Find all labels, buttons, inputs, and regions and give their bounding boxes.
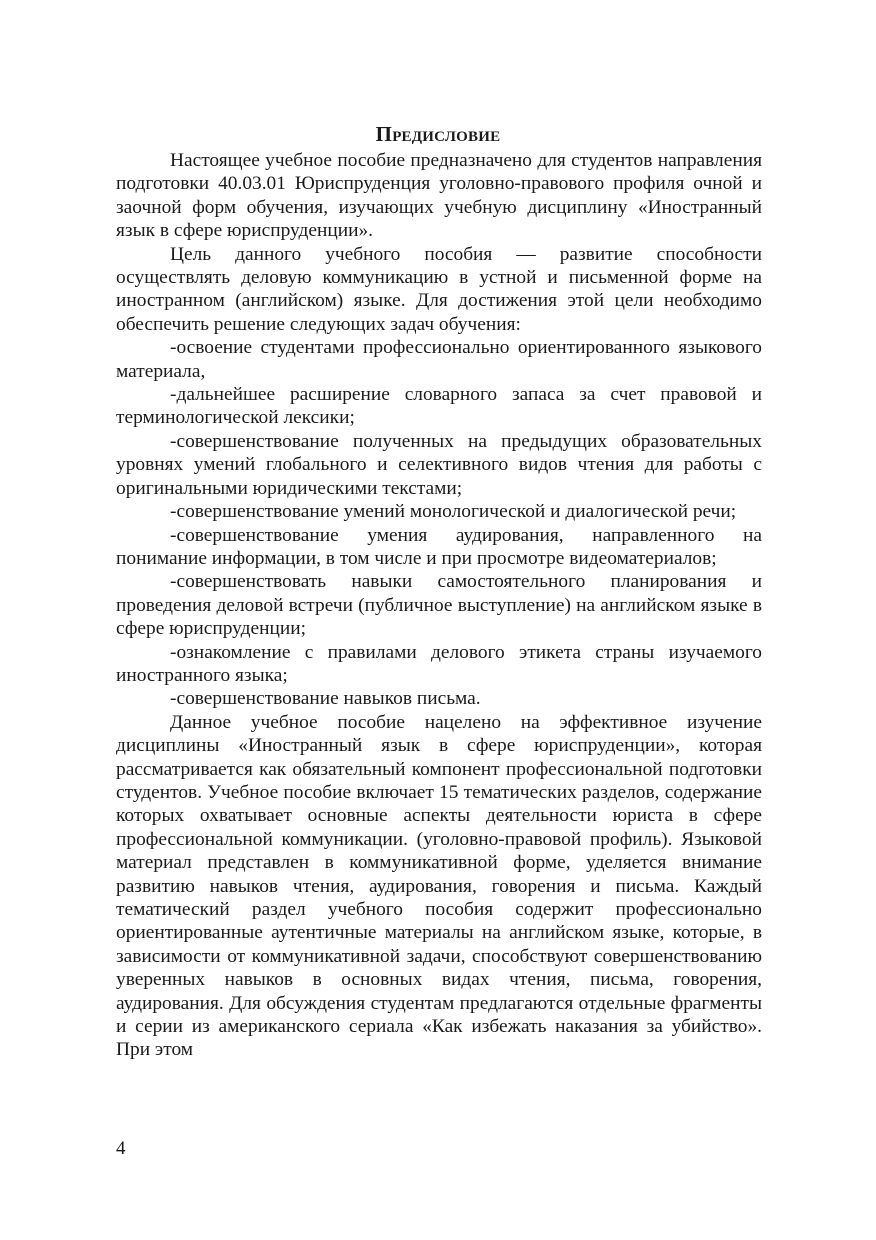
list-item-task: -совершенствование полученных на предыдущих образовательных уровнях умений глобального и селективного видов чтения для работы с оригинальными юридическими текстами; [116, 430, 762, 499]
paragraph-description: Данное учебное пособие нацелено на эффективное изучение дисциплины «Иностранный язык в сфере юриспруденции», которая рассматривается как обязательный компонент профессиональной подготовки студентов. Учебное пособие включает 15 тематических разделов, содержание которых охватывает основные аспекты деятельности юриста в сфере профессиональной коммуникации. (уголовно-правовой профиль). Языковой материал представлен в коммуникативной форме, уделяется внимание развитию навыков чтения, аудирования, говорения и письма. Каждый тематический раздел учебного пособия содержит профессионально ориентированные аутентичные материалы на английском языке, которые, в зависимости от коммуникативной задачи, способствуют совершенствованию уверенных навыков в основных видах чтения, письма, говорения, аудирования. Для обсуждения студентам предлагаются отдельные фрагменты и серии из американского сериала «Как избежать наказания за убийство». При этом [116, 711, 762, 1061]
body-text [116, 149, 762, 1062]
list-item-task: -дальнейшее расширение словарного запаса за счет правовой и терминологической лексики; [116, 384, 762, 429]
list-item-task: -совершенствование умений монологической и диалогической речи; [170, 501, 737, 523]
paragraph-goal: Цель данного учебного пособия — развитие способности осуществлять деловую коммуникацию в устной и письменной форме на иностранном (английском) языке. Для достижения этой цели необходимо обеспечить решение следующих задач обучения: [116, 243, 762, 335]
list-item-task: -ознакомление с правилами делового этикета страны изучаемого иностранного языка; [116, 641, 762, 686]
page-number: 4 [116, 1138, 126, 1159]
list-item-task: -освоение студентами профессионально ориентированного языкового материала, [116, 337, 762, 382]
list-item-task: -совершенствование навыков письма. [170, 688, 481, 710]
paragraph-intro: Настоящее учебное пособие предназначено для студентов направления подготовки 40.03.01 Юриспруденция уголовно-правового профиля очной и заочной форм обучения, изучающих учебную дисциплину «Иностранный язык в сфере юриспруденции». [116, 150, 762, 242]
list-item-task: -совершенствование умения аудирования, направленного на понимание информации, в том числе и при просмотре видеоматериалов; [116, 524, 762, 569]
list-item-task: -совершенствовать навыки самостоятельного планирования и проведения деловой встречи (публичное выступление) на английском языке в сфере юриспруденции; [116, 571, 762, 640]
page-title: Предисловие [375, 122, 501, 147]
